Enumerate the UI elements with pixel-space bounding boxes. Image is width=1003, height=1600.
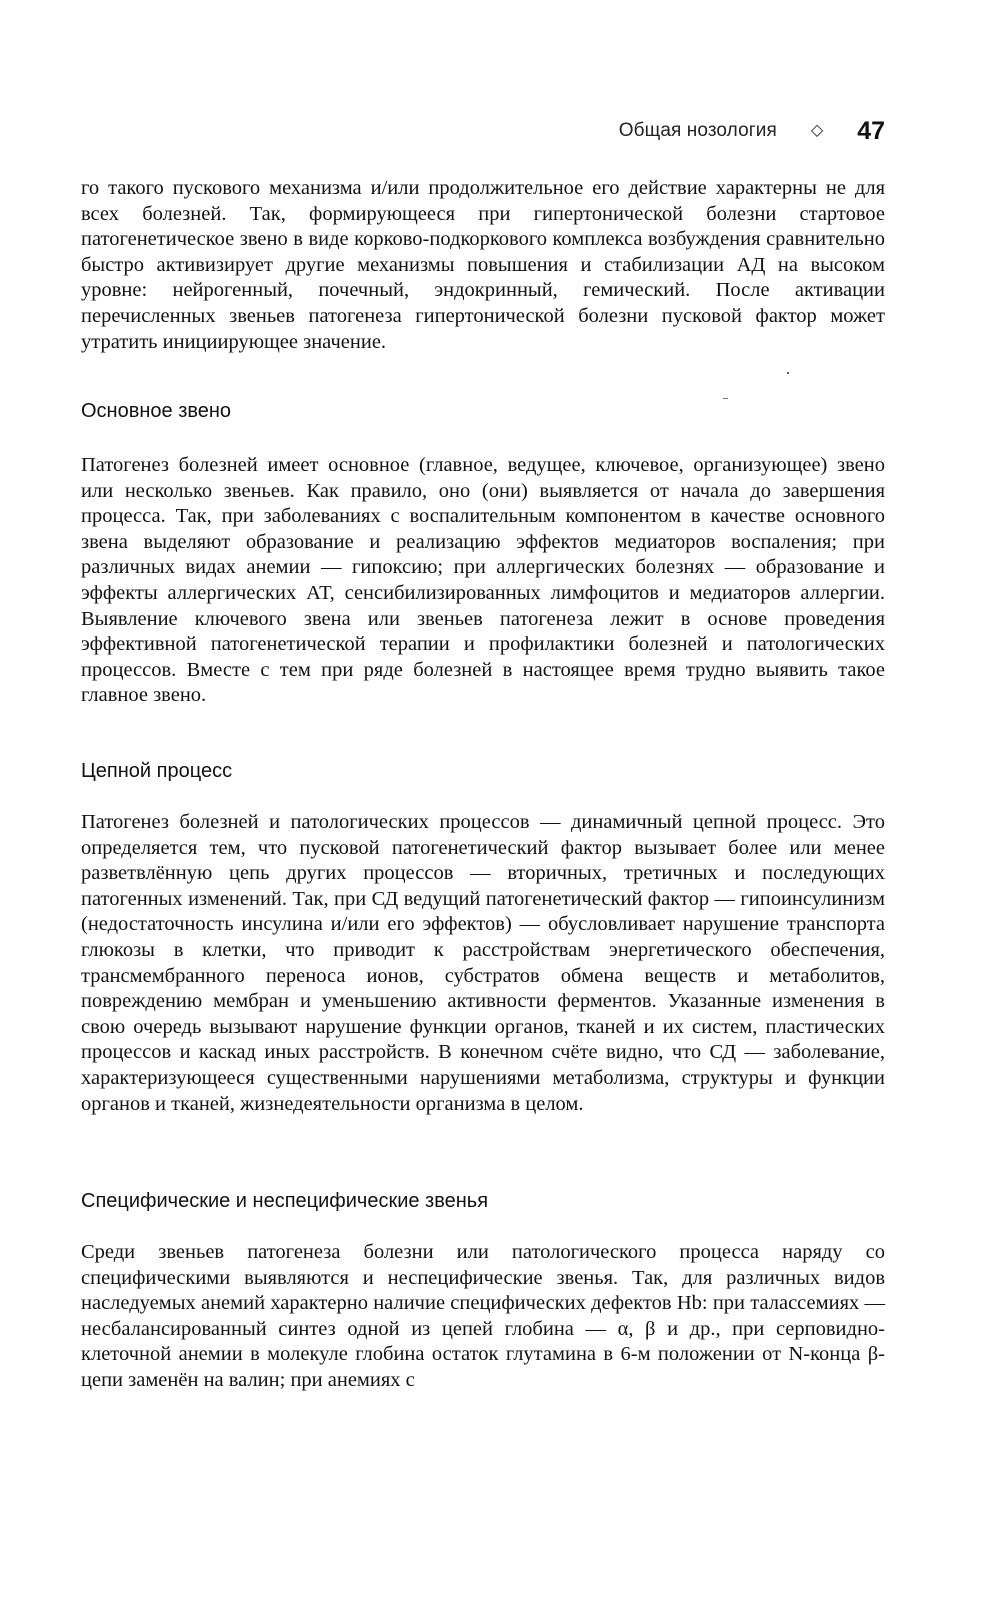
book-page	[81, 0, 885, 1600]
section-paragraph-specific-links: Среди звеньев патогенеза болезни или патологического процесса наряду со специфическими выявляются и неспецифические звенья. Так, для различных видов наследуемых анемий характерно наличие специфических дефектов Hb: при талассемиях — несбалансированный синтез одной из цепей глобина — α, β и др., при серповидно-клеточной анемии в молекуле глобина остаток глутамина в 6-м положении от N-конца β-цепи заменён на валин; при анемиях с	[81, 1241, 885, 1391]
running-header	[619, 116, 885, 146]
diamond-icon: ◇	[810, 122, 824, 139]
running-title: Общая нозология	[618, 120, 777, 141]
section-paragraph-main-link: Патогенез болезней имеет основное (главное, ведущее, ключевое, организующее) звено или несколько звеньев. Как правило, оно (они) выявляется от начала до завершения процесса. Так, при заболеваниях с воспалительным компонентом в качестве основного звена выделяют образование и реализацию эффектов медиаторов воспаления; при различных видах анемии — гипоксию; при аллергических болезнях — образование и эффекты аллергических АТ, сенсибилизированных лимфоцитов и медиаторов аллергии. Выявление ключевого звена или звеньев патогенеза лежит в основе проведения эффективной патогенетической терапии и профилактики болезней и патологических процессов. Вместе с тем при ряде болезней в настоящее время трудно выявить такое главное звено.	[81, 454, 885, 707]
section-paragraph-chain-process: Патогенез болезней и патологических процессов — динамичный цепной процесс. Это определяется тем, что пусковой патогенетический фактор вызывает более или менее разветвлённую цепь других процессов — вторичных, третичных и последующих патогенных изменений. Так, при СД ведущий патогенетический фактор — гипоинсулинизм (недостаточность инсулина и/или его эффектов) — обусловливает нарушение транспорта глюкозы в клетки, что приводит к расстройствам энергетического обеспечения, трансмембранного переноса ионов, субстратов обмена веществ и метаболитов, повреждению мембран и уменьшению активности ферментов. Указанные изменения в свою очередь вызывают нарушение функции органов, тканей и их систем, пластических процессов и каскад иных расстройств. В конечном счёте видно, что СД — заболевание, характеризующееся существенными нарушениями метаболизма, структуры и функции органов и тканей, жизнедеятельности организма в целом.	[81, 811, 885, 1115]
intro-paragraph: го такого пускового механизма и/или продолжительное его действие характерны не для всех болезней. Так, формирующееся при гипертонической болезни стартовое патогенетическое звено в виде корково-подкоркового комплекса возбуждения сравнительно быстро активизирует другие механизмы повышения и стабилизации АД на высоком уровне: нейрогенный, почечный, эндокринный, гемический. После активации перечисленных звеньев патогенеза гипертонической болезни пусковой фактор может утратить инициирующее значение.	[81, 177, 885, 353]
print-speck	[723, 398, 728, 399]
section-heading-chain-process: Цепной процесс	[81, 760, 233, 782]
section-heading-specific-links: Специфические и неспецифические звенья	[81, 1190, 489, 1212]
page-number: 47	[857, 116, 885, 145]
print-speck	[787, 372, 789, 374]
section-heading-main-link: Основное звено	[81, 400, 232, 422]
